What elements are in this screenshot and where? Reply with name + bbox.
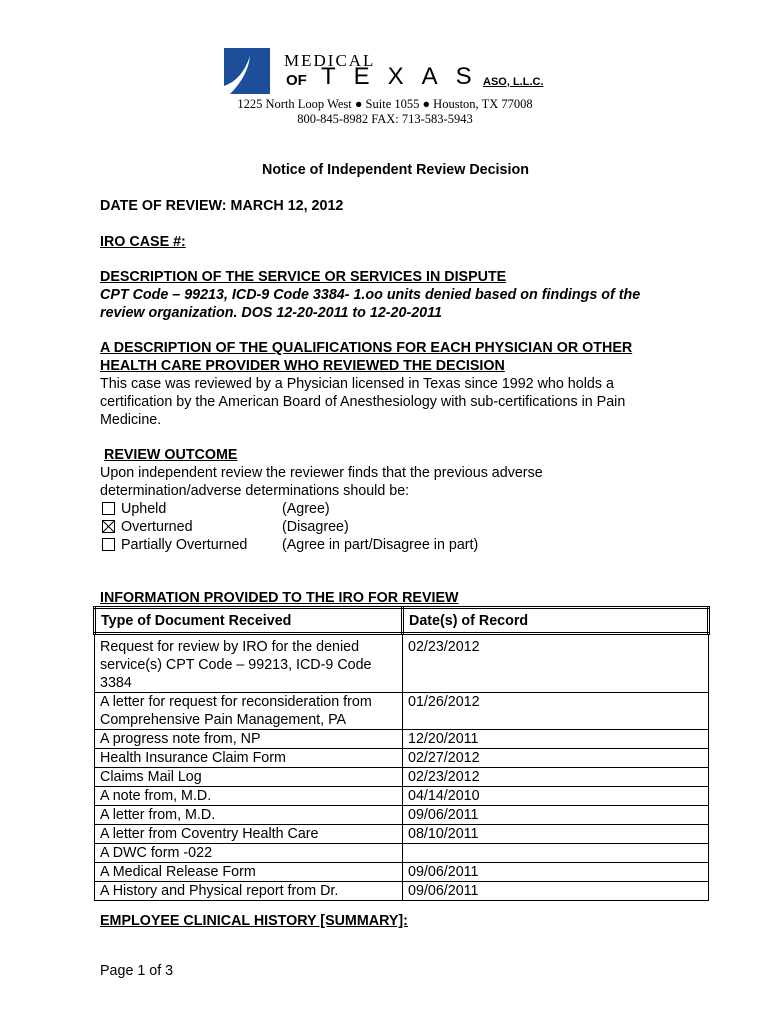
qualifications-line-2: certification by the American Board of Anesthesiology with sub-certifications in Pain [100, 394, 626, 410]
date-cell: 09/06/2011 [403, 863, 709, 882]
document-cell: Request for review by IRO for the denied service(s) CPT Code – 99213, ICD-9 Code 3384 [95, 634, 403, 693]
table-row [95, 693, 709, 730]
table-row [95, 787, 709, 806]
table-row [95, 768, 709, 787]
documents-table [93, 606, 710, 901]
document-cell: A History and Physical report from Dr. [95, 882, 403, 901]
date-cell: 04/14/2010 [403, 787, 709, 806]
document-cell: A progress note from, NP [95, 730, 403, 749]
partially-overturned-meaning: (Agree in part/Disagree in part) [282, 537, 479, 553]
qualifications-line-3: Medicine. [100, 412, 162, 428]
document-cell: Claims Mail Log [95, 768, 403, 787]
outcome-line-2: determination/adverse determinations should be: [100, 483, 410, 499]
table-row [95, 730, 709, 749]
info-heading: INFORMATION PROVIDED TO THE IRO FOR REVIEW [100, 590, 459, 606]
table-row [95, 825, 709, 844]
overturned-label: Overturned [121, 519, 193, 535]
table-row [95, 844, 709, 863]
services-heading: DESCRIPTION OF THE SERVICE OR SERVICES IN DISPUTE [100, 269, 507, 285]
check-x-icon [103, 521, 114, 532]
column-header-document: Type of Document Received [95, 608, 403, 634]
column-header-date: Date(s) of Record [403, 608, 709, 634]
date-cell: 08/10/2011 [403, 825, 709, 844]
services-line-2: review organization. DOS 12-20-2011 to 12-20-2011 [100, 305, 442, 321]
clinical-history-heading: EMPLOYEE CLINICAL HISTORY [SUMMARY]: [100, 913, 408, 929]
outcome-line-1: Upon independent review the reviewer finds that the previous adverse [100, 465, 543, 481]
document-cell: A letter for request for reconsideration from Comprehensive Pain Management, PA [95, 693, 403, 730]
date-cell: 02/23/2012 [403, 634, 709, 693]
date-cell: 12/20/2011 [403, 730, 709, 749]
table-row [95, 863, 709, 882]
company-phone: 800-845-8982 FAX: 713-583-5943 [297, 112, 473, 126]
document-cell: A DWC form -022 [95, 844, 403, 863]
table-row [95, 634, 709, 693]
table-row [95, 882, 709, 901]
table-header-row [95, 608, 709, 634]
qualifications-heading-1: A DESCRIPTION OF THE QUALIFICATIONS FOR EACH PHYSICIAN OR OTHER [100, 340, 633, 356]
table-row [95, 806, 709, 825]
upheld-meaning: (Agree) [282, 501, 330, 517]
logo-of-text: OF [286, 72, 307, 89]
iro-case-label: IRO CASE #: [100, 234, 186, 250]
page-number: Page 1 of 3 [100, 963, 174, 979]
document-cell: Health Insurance Claim Form [95, 749, 403, 768]
document-cell: A letter from, M.D. [95, 806, 403, 825]
date-cell: 01/26/2012 [403, 693, 709, 730]
company-address: 1225 North Loop West ● Suite 1055 ● Houston, TX 77008 [237, 97, 533, 111]
company-logo-icon [222, 46, 272, 96]
partially-overturned-checkbox[interactable] [102, 538, 115, 551]
qualifications-line-1: This case was reviewed by a Physician licensed in Texas since 1992 who holds a [100, 376, 614, 392]
qualifications-heading-2: HEALTH CARE PROVIDER WHO REVIEWED THE DECISION [100, 358, 505, 374]
date-of-review: DATE OF REVIEW: MARCH 12, 2012 [100, 198, 344, 214]
date-cell: 09/06/2011 [403, 882, 709, 901]
page-title: Notice of Independent Review Decision [262, 162, 529, 178]
date-cell [403, 844, 709, 863]
date-cell: 02/23/2012 [403, 768, 709, 787]
overturned-checkbox[interactable] [102, 520, 115, 533]
outcome-heading: REVIEW OUTCOME [104, 447, 238, 463]
logo-texas-text: TEXAS [321, 63, 490, 90]
document-cell: A letter from Coventry Health Care [95, 825, 403, 844]
overturned-meaning: (Disagree) [282, 519, 349, 535]
date-cell: 09/06/2011 [403, 806, 709, 825]
logo-suffix-text: ASO, L.L.C. [483, 76, 544, 88]
date-cell: 02/27/2012 [403, 749, 709, 768]
document-cell: A note from, M.D. [95, 787, 403, 806]
logo-medical-text: MEDICAL [284, 51, 376, 70]
table-row [95, 749, 709, 768]
document-cell: A Medical Release Form [95, 863, 403, 882]
services-line-1: CPT Code – 99213, ICD-9 Code 3384- 1.oo units denied based on findings of the [100, 287, 641, 303]
upheld-checkbox[interactable] [102, 502, 115, 515]
partially-overturned-label: Partially Overturned [121, 537, 248, 553]
upheld-label: Upheld [121, 501, 167, 517]
